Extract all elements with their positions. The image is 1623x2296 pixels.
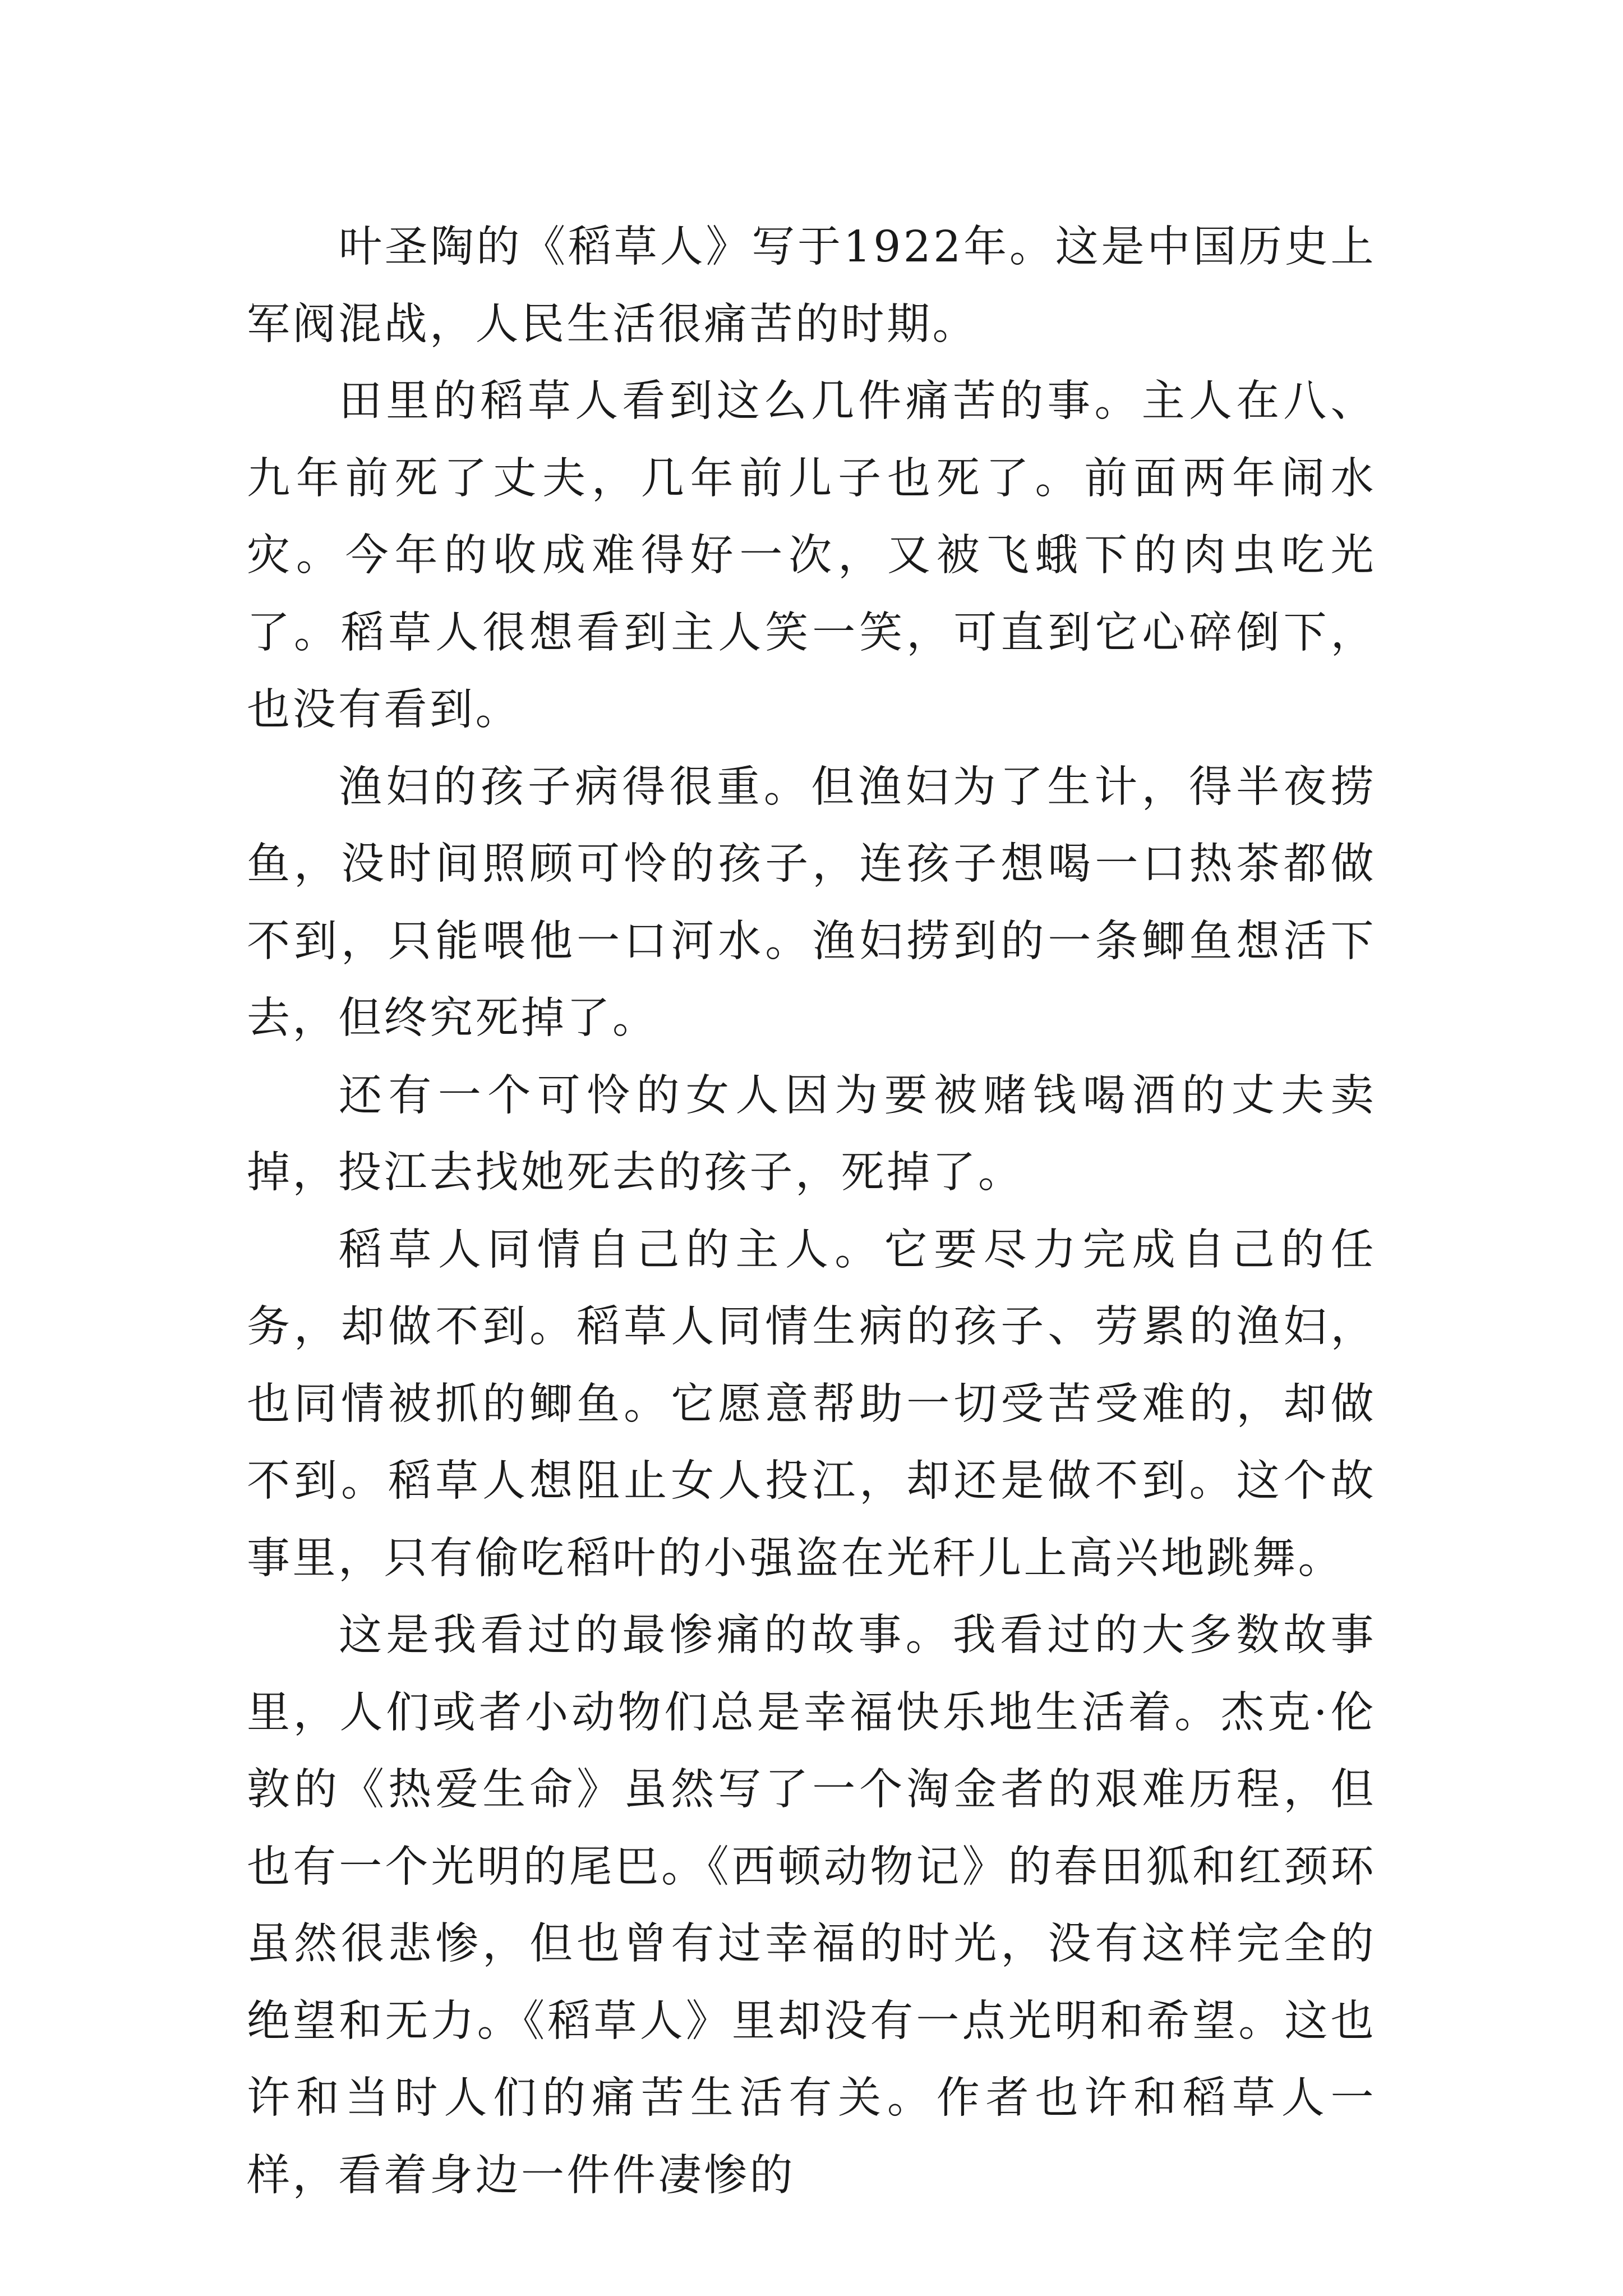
paragraph-1: 叶圣陶的《稻草人》写于1922年。这是中国历史上军阀混战，人民生活很痛苦的时期。 bbox=[247, 222, 1376, 349]
paragraph-3: 渔妇的孩子病得很重。但渔妇为了生计，得半夜捞鱼，没时间照顾可怜的孩子，连孩子想喝一口热茶都做不到，只能喂他一口河水。渔妇捞到的一条鲫鱼想活下去，但终究死掉了。 bbox=[247, 762, 1376, 1043]
paragraph-5: 稻草人同情自己的主人。它要尽力完成自己的任务，却做不到。稻草人同情生病的孩子、劳累的渔妇，也同情被抓的鲫鱼。它愿意帮助一切受苦受难的，却做不到。稻草人想阻止女人投江，却还是做不到。这个故事里，只有偷吃稻叶的小强盗在光秆儿上高兴地跳舞。 bbox=[247, 1225, 1376, 1584]
paragraph-4: 还有一个可怜的女人因为要被赌钱喝酒的丈夫卖掉，投江去找她死去的孩子，死掉了。 bbox=[247, 1070, 1376, 1198]
paragraph-2: 田里的稻草人看到这么几件痛苦的事。主人在八、九年前死了丈夫，几年前儿子也死了。前面两年闹水灾。今年的收成难得好一次，又被飞蛾下的肉虫吃光了。稻草人很想看到主人笑一笑，可直到它心碎倒下，也没有看到。 bbox=[247, 376, 1376, 735]
article-body bbox=[247, 209, 1376, 2214]
paragraph-6: 这是我看过的最惨痛的故事。我看过的大多数故事里，人们或者小动物们总是幸福快乐地生活着。杰克·伦敦的《热爱生命》虽然写了一个淘金者的艰难历程，但也有一个光明的尾巴。《西顿动物记》的春田狐和红颈环虽然很悲惨，但也曾有过幸福的时光，没有这样完全的绝望和无力。《稻草人》里却没有一点光明和希望。这也许和当时人们的痛苦生活有关。作者也许和稻草人一样，看着身边一件件凄惨的 bbox=[247, 1611, 1376, 2201]
